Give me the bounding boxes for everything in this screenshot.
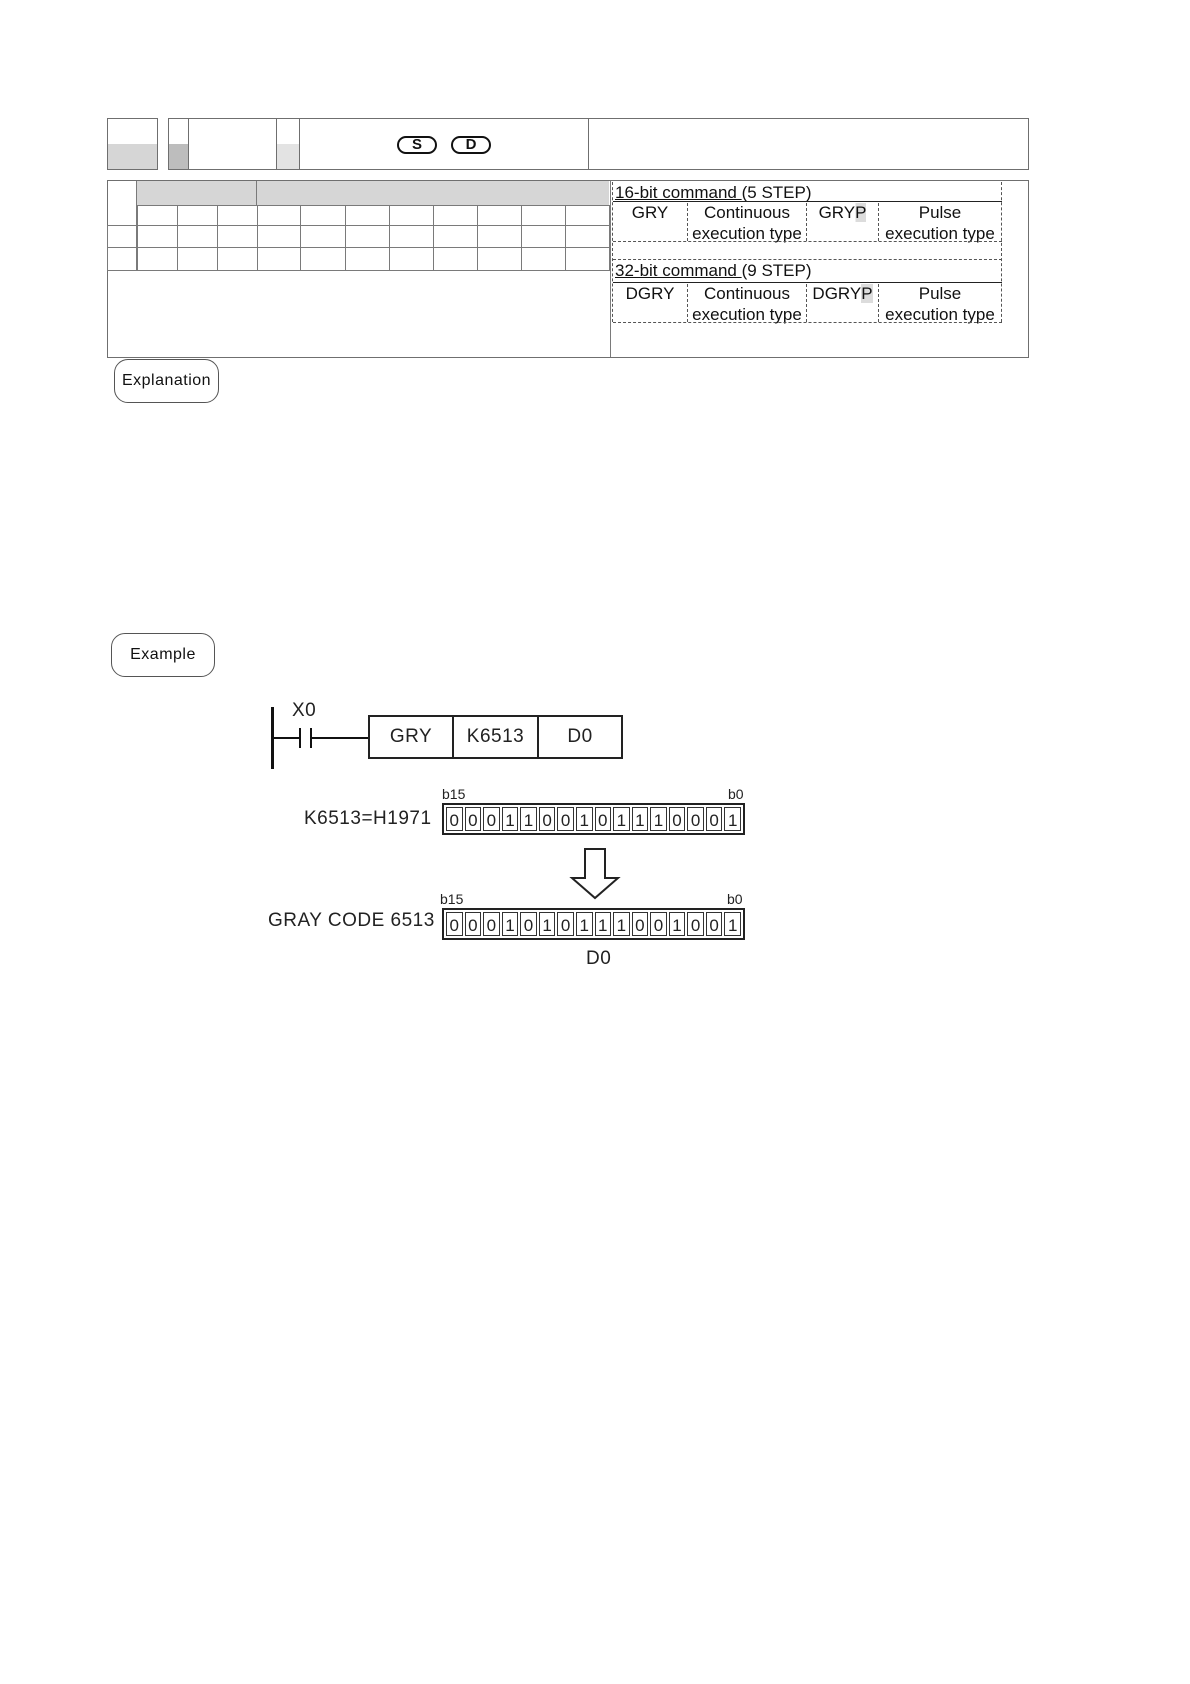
cmd16-type-0-line2: execution type bbox=[692, 224, 802, 243]
device-grid-cell bbox=[521, 205, 566, 226]
result-bit: 1 bbox=[576, 912, 593, 936]
result-bit-row bbox=[442, 908, 745, 940]
source-msb-label: b15 bbox=[442, 786, 466, 802]
device-grid-cell bbox=[433, 225, 478, 248]
device-grid-cell bbox=[300, 225, 346, 248]
command-panel-divider bbox=[610, 181, 611, 357]
result-bit: 1 bbox=[595, 912, 612, 936]
example-tag: Example bbox=[111, 633, 215, 677]
cmd32-type-1-line2: execution type bbox=[885, 305, 995, 324]
cmd16-name-0: GRY bbox=[631, 203, 669, 222]
device-grid-cell bbox=[177, 225, 218, 248]
source-bit: 1 bbox=[576, 807, 593, 831]
header-cell-pulse-shade bbox=[277, 144, 299, 169]
source-bit: 0 bbox=[446, 807, 463, 831]
cmd32-type-0-line2: execution type bbox=[692, 305, 802, 324]
device-grid-cell bbox=[257, 205, 301, 226]
device-grid-cell bbox=[257, 247, 301, 271]
result-value-label: GRAY CODE 6513 bbox=[268, 910, 435, 931]
explanation-tag: Explanation bbox=[114, 359, 219, 403]
instruction-mnemonic: GRY bbox=[370, 717, 454, 757]
source-bit: 1 bbox=[502, 807, 519, 831]
instruction-block bbox=[368, 715, 623, 759]
cmd16-name-1-text: GRYP bbox=[818, 203, 867, 222]
source-bit: 0 bbox=[687, 807, 704, 831]
device-grid-cell bbox=[137, 205, 178, 226]
cmd32-name-1-text: DGRYP bbox=[812, 284, 873, 303]
result-bit: 1 bbox=[724, 912, 741, 936]
cmd32-type-1-line1: Pulse bbox=[918, 284, 962, 303]
device-grid-cell bbox=[433, 247, 478, 271]
device-grid-cell bbox=[521, 247, 566, 271]
cmd16-type-1-line2: execution type bbox=[885, 224, 995, 243]
source-lsb-label: b0 bbox=[728, 786, 744, 802]
cmd16-type-1-line1: Pulse bbox=[918, 203, 962, 222]
result-bit: 1 bbox=[502, 912, 519, 936]
result-bit: 1 bbox=[613, 912, 630, 936]
result-bit: 1 bbox=[539, 912, 556, 936]
cmd16-steps: (5 STEP) bbox=[741, 183, 812, 202]
word-device-header bbox=[257, 181, 609, 205]
result-bit: 0 bbox=[520, 912, 537, 936]
device-grid-cell bbox=[565, 247, 610, 271]
source-bit: 1 bbox=[613, 807, 630, 831]
operand-s-badge: S bbox=[397, 136, 437, 154]
result-bit: 0 bbox=[557, 912, 574, 936]
cmd16-bottom bbox=[613, 241, 1002, 242]
device-grid-cell bbox=[433, 205, 478, 226]
header-cell-pulse bbox=[276, 118, 300, 170]
source-bit: 1 bbox=[650, 807, 667, 831]
cmd32-steps: (9 STEP) bbox=[741, 261, 812, 280]
device-grid-cell bbox=[345, 205, 390, 226]
result-bit: 0 bbox=[446, 912, 463, 936]
operand-d-badge: D bbox=[451, 136, 491, 154]
source-bit: 0 bbox=[706, 807, 723, 831]
cmd16-title-text: 16-bit command bbox=[615, 183, 742, 202]
result-lsb-label: b0 bbox=[727, 891, 743, 907]
device-grid-cell bbox=[389, 247, 434, 271]
source-bit: 0 bbox=[539, 807, 556, 831]
device-grid-cell bbox=[300, 205, 346, 226]
device-grid-cell bbox=[137, 247, 178, 271]
device-grid-cell bbox=[477, 225, 522, 248]
instruction-source: K6513 bbox=[454, 717, 539, 757]
cmd32-type-0 bbox=[688, 283, 806, 325]
header-cell-mnemonic bbox=[188, 118, 277, 170]
result-register-label: D0 bbox=[586, 948, 612, 969]
result-bit: 0 bbox=[465, 912, 482, 936]
cmd32-title bbox=[615, 260, 812, 281]
device-grid-cell bbox=[477, 247, 522, 271]
source-bit: 1 bbox=[520, 807, 537, 831]
device-grid-cell bbox=[177, 247, 218, 271]
device-grid-cell bbox=[217, 205, 258, 226]
cmd32-name-1 bbox=[807, 283, 878, 304]
device-grid-cell bbox=[389, 225, 434, 248]
source-bit: 0 bbox=[669, 807, 686, 831]
device-grid-cell bbox=[217, 225, 258, 248]
header-cell-type-shade bbox=[169, 144, 188, 169]
cmd32-bottom bbox=[613, 322, 1002, 323]
cmd16-title bbox=[615, 182, 812, 203]
device-grid-cell bbox=[565, 205, 610, 226]
convert-arrow-icon bbox=[569, 848, 621, 900]
header-cell-type bbox=[168, 118, 189, 170]
cmd32-name-0: DGRY bbox=[625, 284, 675, 303]
header-cell-function bbox=[588, 118, 1029, 170]
device-grid-cell bbox=[107, 247, 138, 271]
source-bit: 0 bbox=[595, 807, 612, 831]
instruction-destination: D0 bbox=[567, 726, 593, 747]
header-cell-operands bbox=[299, 118, 589, 170]
result-bit: 0 bbox=[650, 912, 667, 936]
bit-device-header bbox=[137, 181, 257, 205]
cmd16-type-1 bbox=[879, 202, 1001, 244]
contact-label: X0 bbox=[292, 700, 317, 721]
result-bit: 0 bbox=[632, 912, 649, 936]
cmd-panel-right-edge bbox=[1001, 182, 1002, 322]
device-grid-cell bbox=[345, 225, 390, 248]
cmd16-name-1 bbox=[807, 202, 878, 223]
device-grid-cell bbox=[137, 225, 178, 248]
device-grid-cell bbox=[107, 225, 138, 248]
source-bit: 1 bbox=[632, 807, 649, 831]
header-cell-api bbox=[107, 118, 158, 170]
result-msb-label: b15 bbox=[440, 891, 464, 907]
source-bit: 0 bbox=[557, 807, 574, 831]
device-grid-cell bbox=[565, 225, 610, 248]
header-cell-api-shade bbox=[108, 144, 157, 169]
device-grid-cell bbox=[477, 205, 522, 226]
result-bit: 0 bbox=[483, 912, 500, 936]
source-bit-row bbox=[442, 803, 745, 835]
contact-bar-left bbox=[299, 728, 301, 748]
device-grid-cell bbox=[389, 205, 434, 226]
device-grid-cell bbox=[217, 247, 258, 271]
cmd32-type-1 bbox=[879, 283, 1001, 325]
cmd16-type-0-line1: Continuous bbox=[703, 203, 790, 222]
source-bit: 0 bbox=[483, 807, 500, 831]
device-grid-cell bbox=[521, 225, 566, 248]
rung-wire-left bbox=[273, 737, 300, 739]
result-bit: 0 bbox=[687, 912, 704, 936]
cmd16-type-0 bbox=[688, 202, 806, 244]
device-grid-cell bbox=[257, 225, 301, 248]
device-grid-cell bbox=[345, 247, 390, 271]
source-bit: 1 bbox=[724, 807, 741, 831]
source-value-label: K6513=H1971 bbox=[304, 808, 432, 829]
cmd32-title-text: 32-bit command bbox=[615, 261, 742, 280]
result-bit: 0 bbox=[706, 912, 723, 936]
device-grid-cell bbox=[177, 205, 218, 226]
cmd32-type-0-line1: Continuous bbox=[703, 284, 790, 303]
source-bit: 0 bbox=[465, 807, 482, 831]
device-grid-cell bbox=[300, 247, 346, 271]
result-bit: 1 bbox=[669, 912, 686, 936]
rung-wire-right bbox=[311, 737, 369, 739]
